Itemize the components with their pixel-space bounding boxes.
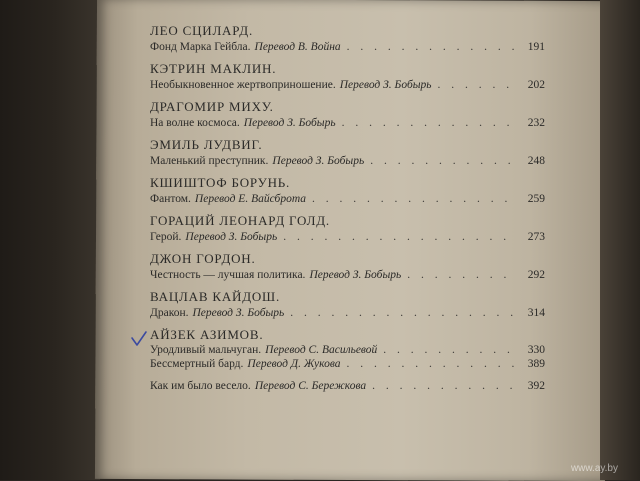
toc-entry [150, 22, 545, 60]
translator: Перевод З. Бобырь [339, 79, 432, 91]
author-name: ЛЕО СЦИЛАРД. [150, 23, 254, 38]
toc-entry [150, 212, 545, 250]
toc-entry [150, 60, 545, 98]
leader-dots [438, 77, 518, 93]
leader-dots [383, 343, 517, 357]
page-number: 330 [527, 344, 545, 356]
work-line [150, 191, 545, 207]
work-title: Как им было весело. [150, 380, 251, 392]
toc-entry [150, 136, 545, 174]
toc-entry [150, 174, 545, 212]
book-binding-shadow [0, 0, 100, 480]
work-title: Уродливый мальчуган. [150, 344, 262, 356]
page-number: 202 [527, 79, 545, 91]
work-title: На волне космоса. [150, 117, 240, 129]
page-number: 292 [527, 269, 545, 281]
author-name: ЭМИЛЬ ЛУДВИГ. [150, 137, 263, 152]
work-line [150, 229, 545, 245]
author-name: ДЖОН ГОРДОН. [150, 251, 256, 266]
translator: Перевод З. Бобырь [185, 231, 278, 243]
work-line [150, 343, 545, 357]
work-title: Фантом. [150, 193, 191, 205]
page-number: 232 [527, 117, 545, 129]
watermark: www.ay.by [570, 463, 618, 474]
page-number: 259 [527, 193, 545, 205]
work-line [150, 305, 545, 321]
translator: Перевод З. Бобырь [243, 117, 336, 129]
translator: Перевод Е. Вайсброта [194, 193, 307, 205]
work-line [150, 153, 545, 169]
translator: Перевод С. Васильевой [265, 344, 378, 356]
translator: Перевод Д. Жукова [247, 358, 341, 370]
toc-entry [150, 288, 545, 326]
leader-dots [347, 39, 517, 55]
translator: Перевод С. Бережкова [254, 380, 367, 392]
author-name: КЭТРИН МАКЛИН. [150, 61, 277, 76]
translator: Перевод В. Война [254, 41, 341, 53]
toc-entry [150, 250, 545, 288]
author-name: АЙЗЕК АЗИМОВ. [150, 327, 264, 342]
translator: Перевод З. Бобырь [309, 269, 402, 281]
work-line [150, 357, 545, 371]
work-title: Дракон. [150, 307, 189, 319]
page-number: 392 [527, 380, 545, 392]
line-gap [150, 371, 545, 379]
page-number: 273 [527, 231, 545, 243]
work-line [150, 77, 545, 93]
work-line [150, 39, 545, 55]
author-name: ГОРАЦИЙ ЛЕОНАРД ГОЛД. [150, 213, 330, 228]
work-line [150, 267, 545, 283]
page-edge-shadow [600, 0, 640, 480]
author-name: КШИШТОФ БОРУНЬ. [150, 175, 291, 190]
work-title: Маленький преступник. [150, 155, 269, 167]
leader-dots [407, 267, 517, 283]
leader-dots [372, 379, 517, 393]
leader-dots [370, 153, 517, 169]
work-line [150, 115, 545, 131]
work-title: Фонд Марка Гейбла. [150, 41, 251, 53]
translator: Перевод З. Бобырь [272, 155, 365, 167]
leader-dots [290, 305, 517, 321]
page-number: 314 [527, 307, 545, 319]
work-title: Необыкновенное жертвоприношение. [150, 79, 336, 91]
translator: Перевод З. Бобырь [192, 307, 285, 319]
author-name: ВАЦЛАВ КАЙДОШ. [150, 289, 281, 304]
toc-entry [150, 326, 545, 394]
toc-entry [150, 98, 545, 136]
pen-checkmark-icon [130, 330, 148, 348]
table-of-contents [150, 22, 545, 394]
leader-dots [342, 115, 517, 131]
author-name: ДРАГОМИР МИХУ. [150, 99, 274, 114]
page-number: 389 [527, 358, 545, 370]
leader-dots [283, 229, 517, 245]
work-title: Герой. [150, 231, 182, 243]
work-title: Честность — лучшая политика. [150, 269, 306, 281]
work-title: Бессмертный бард. [150, 358, 244, 370]
leader-dots [312, 191, 517, 207]
work-line [150, 379, 545, 393]
page-number: 248 [527, 155, 545, 167]
page-number: 191 [527, 41, 545, 53]
leader-dots [347, 357, 517, 371]
